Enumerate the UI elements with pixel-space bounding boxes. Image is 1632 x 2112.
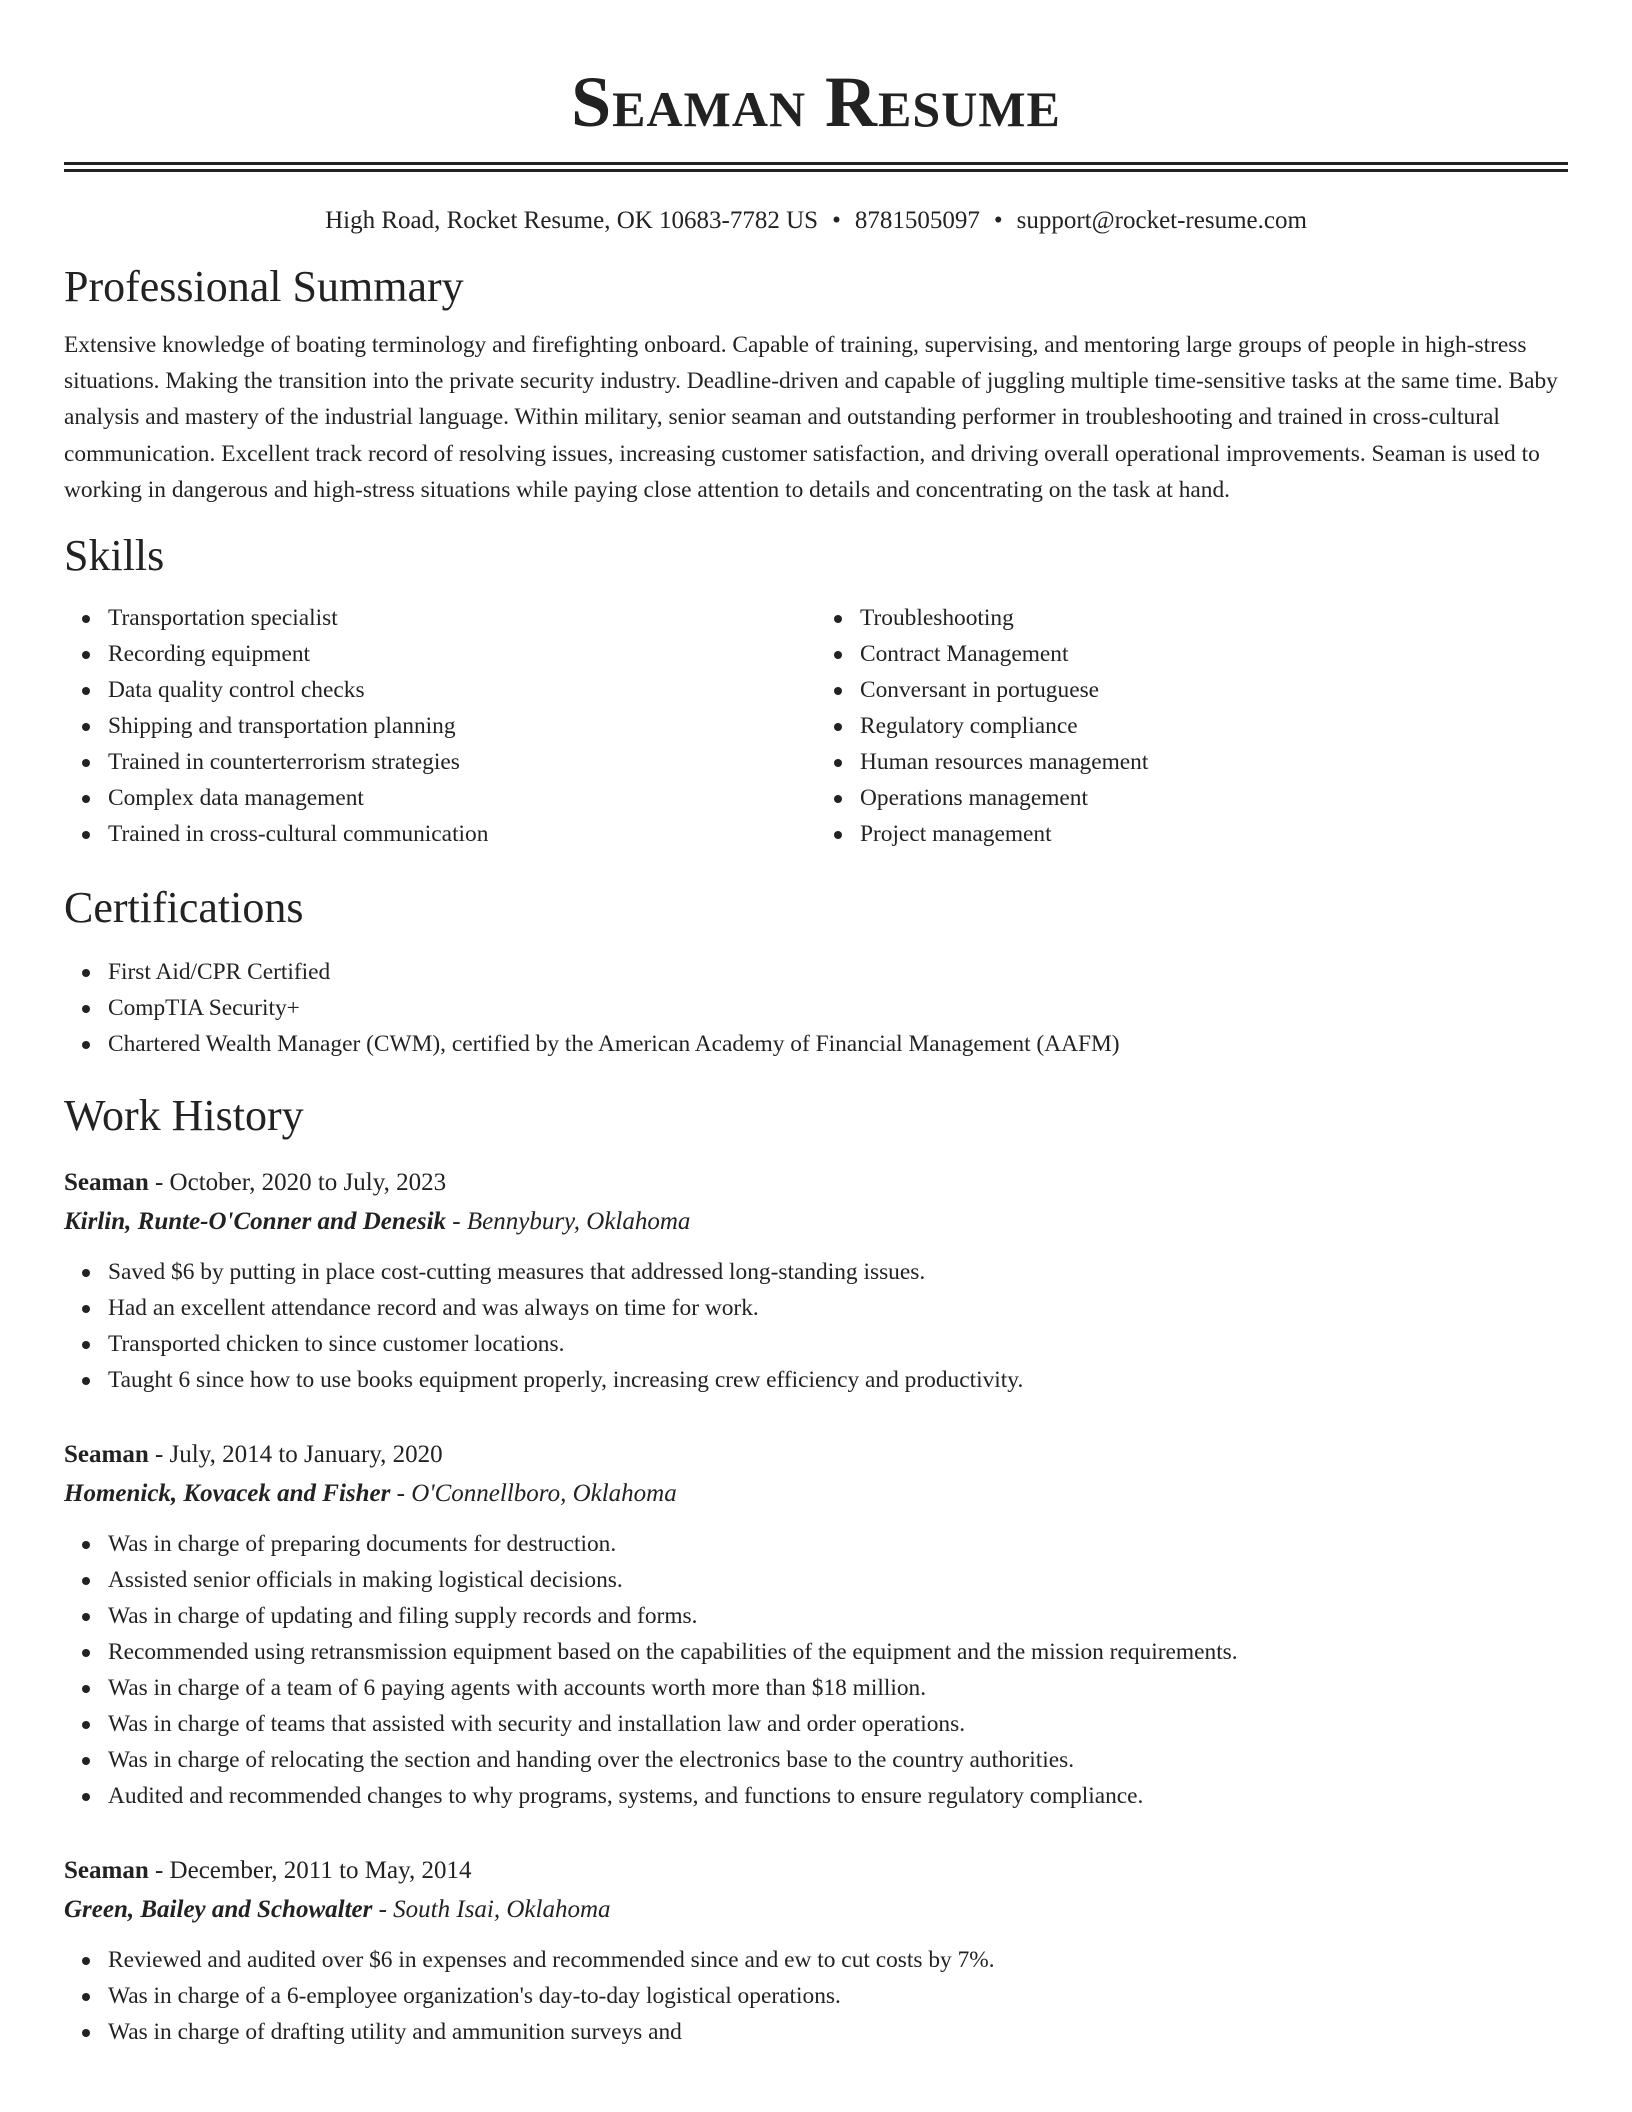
job-bullet: Saved $6 by putting in place cost-cutting measures that addressed long-standing issues. <box>108 1254 1568 1290</box>
employer-line <box>64 1890 1568 1930</box>
contact-separator: • <box>832 207 841 234</box>
job-dates: - July, 2014 to January, 2020 <box>148 1441 443 1469</box>
job-title-line <box>64 1852 1568 1890</box>
job-bullet: Audited and recommended changes to why programs, systems, and functions to ensure regulatory compliance. <box>108 1778 1568 1814</box>
skill-item: Shipping and transportation planning <box>108 708 816 744</box>
job-title: Seaman <box>64 1441 149 1469</box>
contact-phone: 8781505097 <box>854 207 980 234</box>
employer-location: - Bennybury, Oklahoma <box>446 1208 691 1236</box>
job-bullet: Was in charge of relocating the section and handing over the electronics base to the country authorities. <box>108 1742 1568 1778</box>
skill-item: Project management <box>860 816 1568 852</box>
job-title: Seaman <box>64 1857 149 1885</box>
skill-item: Operations management <box>860 780 1568 816</box>
skill-item: Trained in counterterrorism strategies <box>108 744 816 780</box>
employer-name: Homenick, Kovacek and Fisher <box>64 1480 391 1508</box>
skills-columns <box>64 600 1568 852</box>
job-bullet: Transported chicken to since customer locations. <box>108 1326 1568 1362</box>
contact-email: support@rocket-resume.com <box>1016 207 1307 234</box>
summary-heading: Professional Summary <box>64 262 464 311</box>
certifications-heading: Certifications <box>64 883 304 933</box>
employer-line <box>64 1474 1568 1514</box>
skill-item: Complex data management <box>108 780 816 816</box>
skill-item: Trained in cross-cultural communication <box>108 816 816 852</box>
summary-text: Extensive knowledge of boating terminology and firefighting onboard. Capable of training, supervising, and mentoring large groups of people in high-stress situations. Making the transition into the private security industry. Deadline-driven and capable of juggling multiple time-sensitive tasks at the same time. Baby analysis and mastery of the industrial language. Within military, senior seaman and outstanding performer in troubleshooting and trained in cross-cultural communication. Excellent track record of resolving issues, increasing customer satisfaction, and driving overall operational improvements. Seaman is used to working in dangerous and high-stress situations while paying close attention to details and concentrating on the task at hand. <box>64 332 1558 503</box>
job-bullet: Was in charge of a team of 6 paying agents with accounts worth more than $18 million. <box>108 1670 1568 1706</box>
contact-separator: • <box>993 207 1003 234</box>
header-divider <box>64 162 1568 172</box>
job-bullets <box>64 1254 1568 1398</box>
employer-line <box>64 1202 1568 1242</box>
skill-item: Transportation specialist <box>108 600 816 636</box>
skills-heading: Skills <box>64 531 165 581</box>
job-bullet: Was in charge of drafting utility and ammunition surveys and <box>108 2014 1568 2050</box>
job-bullet: Taught 6 since how to use books equipment properly, increasing crew efficiency and productivity. <box>108 1362 1568 1398</box>
employer-name: Kirlin, Runte-O'Conner and Denesik <box>64 1208 447 1236</box>
skill-item: Troubleshooting <box>860 600 1568 636</box>
job-bullets <box>64 1942 1568 2050</box>
job-bullet: Reviewed and audited over $6 in expenses and recommended since and ew to cut costs by 7%. <box>108 1942 1568 1978</box>
job-dates: - October, 2020 to July, 2023 <box>148 1169 447 1197</box>
job-bullet: Was in charge of preparing documents for destruction. <box>108 1526 1568 1562</box>
skills-left-list <box>64 600 816 852</box>
skill-item: Recording equipment <box>108 636 816 672</box>
job-entry <box>64 1852 1568 2050</box>
job-bullet: Had an excellent attendance record and was always on time for work. <box>108 1290 1568 1326</box>
job-bullet: Was in charge of updating and filing supply records and forms. <box>108 1598 1568 1634</box>
job-bullet: Recommended using retransmission equipment based on the capabilities of the equipment and the mission requirements. <box>108 1634 1568 1670</box>
job-entry <box>64 1436 1568 1814</box>
certification-item: First Aid/CPR Certified <box>108 954 1568 990</box>
job-bullets <box>64 1526 1568 1814</box>
contact-address: High Road, Rocket Resume, OK 10683-7782 US <box>325 207 819 234</box>
job-dates: - December, 2011 to May, 2014 <box>148 1857 472 1885</box>
skill-item: Contract Management <box>860 636 1568 672</box>
skill-item: Data quality control checks <box>108 672 816 708</box>
employer-name: Green, Bailey and Schowalter <box>64 1896 373 1924</box>
certification-item: CompTIA Security+ <box>108 990 1568 1026</box>
job-title-line <box>64 1164 1568 1202</box>
job-title: Seaman <box>64 1169 149 1197</box>
job-entry <box>64 1164 1568 1398</box>
job-bullet: Was in charge of teams that assisted with security and installation law and order operations. <box>108 1706 1568 1742</box>
certifications-list <box>64 954 1568 1062</box>
contact-line <box>64 205 1568 237</box>
certification-item: Chartered Wealth Manager (CWM), certified by the American Academy of Financial Management (AAFM) <box>108 1026 1568 1062</box>
resume-name: Seaman Resume <box>571 62 1061 142</box>
employer-location: - South Isai, Oklahoma <box>372 1896 611 1924</box>
skills-right-list <box>816 600 1568 852</box>
job-bullet: Assisted senior officials in making logistical decisions. <box>108 1562 1568 1598</box>
work-history-heading: Work History <box>64 1091 304 1141</box>
skill-item: Regulatory compliance <box>860 708 1568 744</box>
job-bullet: Was in charge of a 6-employee organization's day-to-day logistical operations. <box>108 1978 1568 2014</box>
skill-item: Human resources management <box>860 744 1568 780</box>
employer-location: - O'Connellboro, Oklahoma <box>390 1480 677 1508</box>
job-title-line <box>64 1436 1568 1474</box>
skill-item: Conversant in portuguese <box>860 672 1568 708</box>
